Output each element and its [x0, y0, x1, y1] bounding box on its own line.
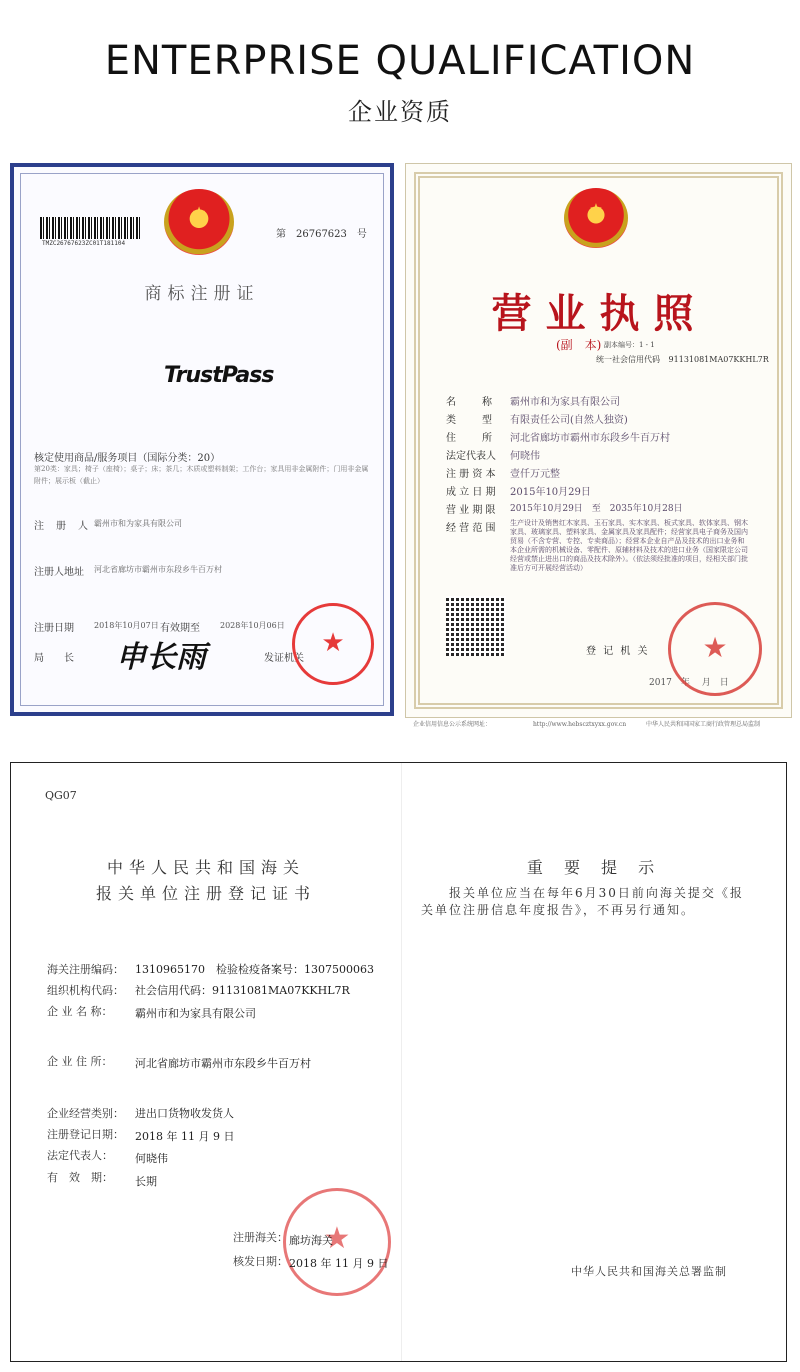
- certificate-subtitle: 报关单位注册登记证书: [95, 884, 316, 903]
- copy-label: (副 本): [556, 338, 602, 352]
- field-value: 何晓伟: [510, 451, 540, 462]
- field-label: 营 业 期 限: [446, 505, 496, 516]
- field-value: 河北省廊坊市霸州市东段乡牛百万村: [510, 433, 670, 444]
- valid-value: 2028年10月06日: [220, 621, 285, 630]
- seal-star-icon: ★: [702, 631, 728, 664]
- form-code: QG07: [45, 789, 77, 802]
- field-label: 有 效 期：: [47, 1171, 113, 1184]
- address-label: 注册人地址: [34, 567, 84, 578]
- field-label: 注册登记日期：: [47, 1128, 124, 1141]
- field-value: 2015年10月29日: [510, 487, 591, 498]
- registration-number: 第 26767623 号: [276, 229, 367, 240]
- issue-date-label: 核发日期：: [233, 1255, 288, 1268]
- field-label: 注 册 资 本: [446, 469, 496, 480]
- issue-year: 2017 年 月 日: [649, 678, 729, 688]
- field-label: 企业经营类别：: [47, 1107, 124, 1120]
- certificate-title: 商标注册证: [144, 284, 260, 304]
- field-label: 法定代表人：: [47, 1149, 113, 1162]
- field-label: 企 业 名 称：: [47, 1005, 113, 1018]
- field-value: 壹仟万元整: [510, 469, 560, 480]
- goods-label: 核定使用商品/服务项目（国际分类：20）: [34, 453, 221, 464]
- field-label: 住 所: [446, 433, 494, 444]
- field-label: 海关注册编码：: [47, 963, 124, 976]
- license-footer-left: [413, 719, 626, 728]
- certificate-title: 中华人民共和国海关: [106, 858, 305, 877]
- aic-seal: [668, 602, 762, 696]
- credit-code-label: 统一社会信用代码: [596, 355, 660, 364]
- field-label: 成 立 日 期: [446, 487, 496, 498]
- field-label: 类 型: [446, 415, 494, 426]
- field-value: 进出口货物收发货人: [135, 1107, 234, 1120]
- field-value: 霸州市和为家具有限公司: [510, 397, 620, 408]
- notice-title: 重 要 提 示: [526, 858, 663, 877]
- footer-left-label: 企业信用信息公示系统网址：: [413, 721, 492, 728]
- national-emblem-icon: ★: [164, 189, 234, 255]
- footer-url: http://www.hebscztxyxx.gov.cn: [532, 721, 627, 728]
- director-label: 局 长: [34, 653, 74, 664]
- field-label: 名 称: [446, 397, 494, 408]
- field-value: 有限责任公司(自然人独资): [510, 415, 628, 426]
- authority-label: 登 记 机 关: [586, 646, 650, 657]
- issuer-label: 发证机关: [264, 653, 304, 664]
- field-value: 社会信用代码：91131081MA07KKHL7R: [135, 984, 350, 997]
- customs-certificate: [10, 762, 787, 1362]
- copy-number: 副本编号：1 - 1: [604, 341, 655, 349]
- seal-star-icon: ★: [321, 628, 345, 658]
- reg-customs-value: 廊坊海关: [289, 1234, 333, 1247]
- valid-label: 有效期至: [160, 623, 200, 634]
- credit-code: [596, 354, 769, 365]
- issue-date-value: 2018 年 11 月 9 日: [289, 1257, 389, 1270]
- reg-date-value: 2018年10月07日: [94, 621, 159, 630]
- scope-label: 经 营 范 围: [446, 523, 496, 534]
- field-value: 1310965170 检验检疫备案号：1307500063: [135, 963, 374, 976]
- field-value: 河北省廊坊市霸州市东段乡牛百万村: [135, 1057, 311, 1070]
- business-license: [405, 163, 792, 718]
- notice-text: 报关单位应当在每年6月30日前向海关提交《报关单位注册信息年度报告》，不再另行通知。: [421, 886, 744, 917]
- license-footer-right: 中华人民共和国国家工商行政管理总局监制: [646, 721, 761, 728]
- cnipa-seal: [292, 603, 374, 685]
- reg-date-label: 注册日期: [34, 623, 74, 634]
- goods-list: 第20类：家具；椅子（座椅）；桌子；床；茶几；木质或塑料制架；工作台；家具用非金属附件；门用非金属附件；展示板（截止）: [34, 465, 369, 485]
- seal-star-icon: ★: [323, 1221, 351, 1256]
- barcode: [40, 217, 140, 239]
- national-emblem-icon: ★: [564, 188, 628, 248]
- registrant-label: 注 册 人: [34, 521, 89, 532]
- field-label: 组织机构代码：: [47, 984, 124, 997]
- reg-customs-label: 注册海关：: [233, 1231, 288, 1244]
- field-value: 何晓伟: [135, 1152, 168, 1165]
- supervisor-text: 中华人民共和国海关总署监制: [571, 1265, 727, 1278]
- field-label: 法定代表人: [446, 451, 496, 462]
- business-scope: 生产设计及销售红木家具、玉石家具、实木家具、板式家具、软体家具、钢木家具、玻璃家具、塑料家具、金属家具及家具配件；经营家具电子商务及国内贸易（不含专营、专控、专卖商品）；经营本企业自产品及技术的出口业务和本企业所需的机械设备、零配件、原辅材料及技术的进口业务（国家限定公司经营或禁止进出口的商品及技术除外）。（依法须经批准的项目，经相关部门批准后方可开展经营活动）: [510, 519, 748, 572]
- field-value: 霸州市和为家具有限公司: [135, 1007, 256, 1020]
- page-title-en: ENTERPRISE QUALIFICATION: [104, 38, 696, 84]
- qr-code-pattern: [446, 596, 506, 656]
- field-value: 2018 年 11 月 9 日: [135, 1130, 235, 1143]
- license-title: 营业执照: [491, 291, 708, 337]
- field-value: 长期: [135, 1175, 157, 1188]
- address-value: 河北省廊坊市霸州市东段乡牛百万村: [94, 565, 222, 574]
- registrant-value: 霸州市和为家具有限公司: [94, 519, 182, 528]
- barcode-text: TMZC26767623ZC01T181104: [42, 240, 126, 247]
- page-title-cn: 企业资质: [348, 98, 452, 126]
- trademark-certificate: [10, 163, 394, 716]
- credit-code-value: 91131081MA07KKHL7R: [668, 355, 769, 364]
- director-signature: 申长雨: [116, 640, 206, 675]
- field-label: 企 业 住 所：: [47, 1055, 113, 1068]
- brand-logo: TrustPass: [164, 363, 274, 388]
- field-value: 2015年10月29日 至 2035年10月28日: [510, 504, 683, 514]
